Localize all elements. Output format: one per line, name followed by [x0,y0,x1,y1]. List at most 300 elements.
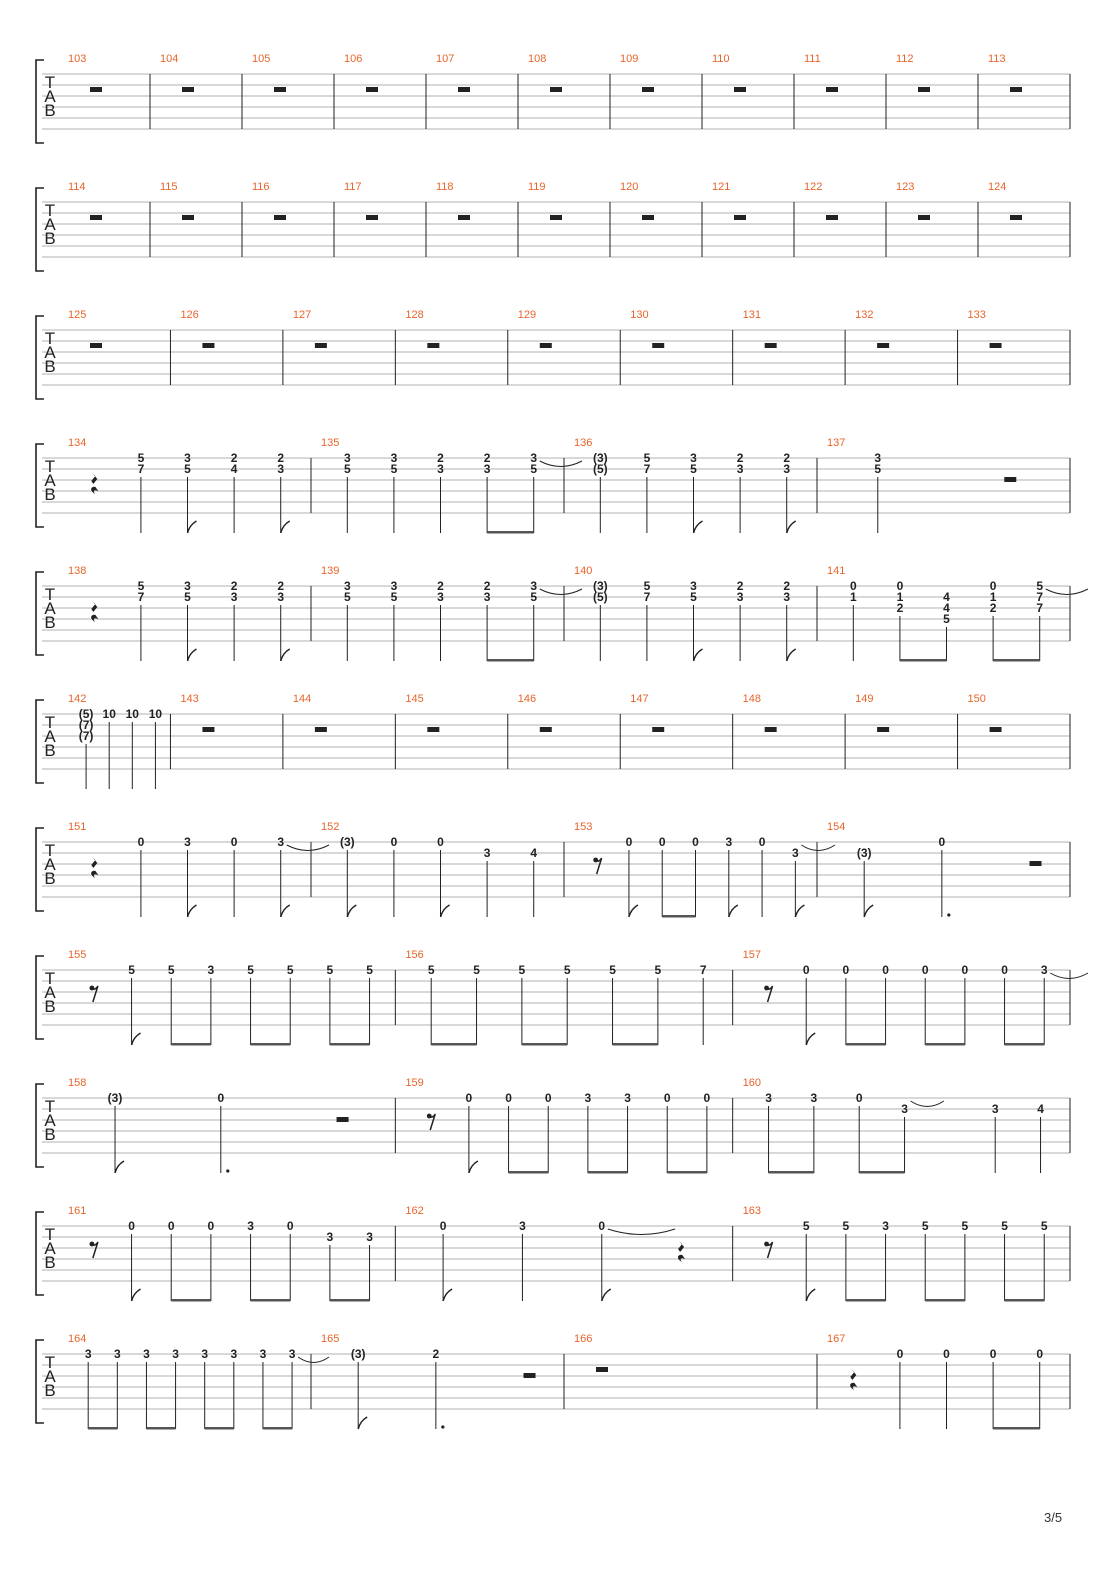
fret-number: 0 [230,835,238,849]
measure-number: 118 [436,181,454,193]
measure-number: 143 [180,693,199,705]
beam [662,915,695,918]
fret-number: 0 [943,1347,950,1361]
duration-dot [226,1169,229,1172]
eighth-flag [358,1417,367,1429]
fret-number: 5 [247,963,254,977]
tab-clef-letter: A [44,855,56,874]
half-rest [458,215,470,220]
half-rest [366,87,378,92]
fret-number: 10 [148,707,163,721]
measure-number: 164 [68,1333,87,1345]
tab-clef-letter: B [44,741,56,760]
system-bracket [36,444,44,527]
fret-number: 2 [783,579,791,593]
fret-number: 0 [921,963,929,977]
beam [509,1171,549,1174]
measure-number: 111 [804,53,821,65]
fret-number: 3 [783,462,791,476]
system-bracket [36,572,44,655]
beam [487,659,534,662]
tab-clef-letter: B [44,1125,56,1144]
half-rest [642,215,654,220]
tab-clef-letter: A [44,983,56,1002]
fret-number: 2 [989,601,997,615]
beam [846,1043,886,1046]
fret-number: 5 [518,963,526,977]
measure-number: 130 [630,309,649,321]
beam [263,1427,292,1430]
beam [171,1043,211,1046]
fret-number: 7 [1036,601,1044,615]
tie-arc [1050,973,1088,979]
eighth-flag [806,1289,815,1301]
beam [251,1299,291,1302]
fret-number: 3 [530,451,538,465]
fret-number: 0 [896,1347,904,1361]
beam [330,1299,370,1302]
fret-number: 1 [896,590,904,604]
beam [88,1427,117,1430]
half-rest [540,727,552,732]
fret-number: 2 [277,579,285,593]
fret-number: 10 [102,707,116,721]
tab-clef-letter: T [44,73,56,92]
fret-number: 3 [390,579,398,593]
fret-number: 3 [184,579,191,593]
fret-number: 3 [390,451,398,465]
beam [1005,1043,1045,1046]
measure-number: 108 [528,53,547,65]
fret-number: (3) [350,1347,366,1361]
fret-number: 5 [609,963,616,977]
measure-number: 103 [68,53,87,65]
fret-number: 0 [1036,1347,1044,1361]
fret-number: 0 [849,579,857,593]
fret-number: 5 [1036,579,1044,593]
fret-number: 0 [1001,963,1008,977]
half-rest [315,343,327,348]
beam [846,1299,886,1302]
fret-number: 5 [390,462,398,476]
fret-number: 0 [663,1091,671,1105]
fret-number: 1 [849,590,857,604]
fret-number: 3 [530,579,538,593]
half-rest [366,215,378,220]
beam [1005,1299,1045,1302]
fret-number: 5 [427,963,435,977]
tie-arc [608,1229,675,1235]
fret-number: 3 [882,1219,889,1233]
measure-number: 120 [620,181,639,193]
tab-clef-letter: B [44,613,56,632]
fret-number: 5 [643,579,651,593]
fret-number: 5 [802,1219,810,1233]
fret-number: 3 [783,590,791,604]
half-rest [427,727,439,732]
fret-number: 0 [692,835,699,849]
fret-number: 0 [390,835,398,849]
measure-number: 152 [321,821,340,833]
measure-number: 162 [405,1205,424,1217]
fret-number: 5 [842,1219,850,1233]
fret-number: 5 [286,963,294,977]
tie-arc [801,845,835,851]
fret-number: 3 [483,846,491,860]
eighth-flag [629,905,638,917]
half-rest [524,1373,536,1378]
fret-number: 5 [961,1219,969,1233]
fret-number: 7 [137,590,145,604]
half-rest [182,87,194,92]
fret-number: 4 [943,590,950,604]
duration-dot [947,913,950,916]
fret-number: 0 [217,1091,225,1105]
measure-number: 148 [742,693,762,705]
eighth-flag [694,649,703,661]
measure-number: 119 [528,181,546,193]
fret-number: 3 [184,451,191,465]
measure-number: 147 [630,693,649,705]
eighth-flag [469,1161,478,1173]
measure-number: 149 [855,693,874,705]
tab-clef-letter: A [44,87,56,106]
eighth-flag [787,649,796,661]
measure-number: 109 [620,53,639,65]
tab-clef-letter: B [44,357,56,376]
fret-number: 2 [736,579,744,593]
fret-number: 3 [519,1219,526,1233]
eighth-flag [694,521,703,533]
half-rest [734,215,746,220]
fret-number: 5 [366,963,373,977]
fret-number: 3 [736,590,744,604]
measure-number: 133 [967,309,986,321]
fret-number: 1 [989,590,997,604]
fret-number: 5 [167,963,175,977]
measure-number: 126 [180,309,199,321]
fret-number: 4 [1037,1102,1044,1116]
beam [769,1171,814,1174]
fret-number: 2 [230,579,238,593]
eighth-flag [188,905,197,917]
fret-number: 5 [184,590,191,604]
half-rest [826,215,838,220]
fret-number: 3 [624,1091,631,1105]
half-rest [90,87,102,92]
fret-number: 3 [437,590,444,604]
beam [522,1043,567,1046]
fret-number: 3 [901,1102,908,1116]
fret-number: 3 [277,835,285,849]
half-rest [734,87,746,92]
fret-number: 0 [882,963,889,977]
eighth-flag [281,905,290,917]
beam [859,1171,904,1174]
eighth-flag [443,1289,452,1301]
half-rest [1010,87,1022,92]
measure-number: 128 [405,309,424,321]
tab-clef-letter: B [44,101,56,120]
fret-number: 5 [390,590,398,604]
fret-number: 0 [505,1091,512,1105]
measure-number: 161 [68,1205,87,1217]
fret-number: 2 [783,451,791,465]
fret-number: 3 [736,462,744,476]
fret-number: 5 [1001,1219,1008,1233]
system-bracket [36,1340,44,1423]
measure-number: 156 [405,949,424,961]
fret-number: 2 [432,1347,440,1361]
measure-number: 117 [344,181,362,193]
fret-number: 3 [874,451,882,465]
measure-number: 132 [855,309,874,321]
beam [146,1427,175,1430]
measure-number: 131 [742,309,762,321]
fret-number: 5 [343,590,351,604]
measure-number: 140 [574,565,593,577]
fret-number: 5 [343,462,351,476]
fret-number: 3 [277,590,285,604]
tab-clef-letter: B [44,1253,56,1272]
fret-number: 4 [230,462,238,476]
tab-clef-letter: A [44,1239,56,1258]
fret-number: 0 [167,1219,175,1233]
fret-number: 3 [437,462,444,476]
fret-number: 3 [690,579,697,593]
fret-number: 0 [802,963,810,977]
beam [588,1171,628,1174]
half-rest [990,343,1002,348]
measure-number: 114 [68,181,86,193]
beam [993,1427,1040,1430]
half-rest [90,343,102,348]
half-rest [918,87,930,92]
measure-number: 163 [742,1205,762,1217]
fret-number: 10 [125,707,139,721]
tab-clef-letter: T [44,1225,56,1244]
fret-number: 0 [855,1091,863,1105]
fret-number: 5 [643,451,651,465]
fret-number: 0 [286,1219,294,1233]
half-rest [458,87,470,92]
tab-clef-letter: B [44,485,56,504]
fret-number: 3 [584,1091,592,1105]
eighth-flag [795,905,804,917]
half-rest [274,87,286,92]
measure-number: 113 [988,53,1006,65]
half-rest [765,727,777,732]
beam [205,1427,234,1430]
fret-number: 3 [143,1347,150,1361]
fret-number: 3 [184,835,191,849]
half-rest [918,215,930,220]
fret-number: (5) [78,707,94,721]
half-rest [826,87,838,92]
fret-number: 0 [842,963,850,977]
eighth-flag [188,649,197,661]
tab-clef-letter: A [44,1111,56,1130]
tab-clef-letter: B [44,1381,56,1400]
fret-number: 2 [437,579,444,593]
system-bracket [36,316,44,399]
beam [487,531,534,534]
fret-number: 7 [1036,590,1044,604]
measure-number: 116 [252,181,270,193]
half-rest [550,87,562,92]
fret-number: 5 [137,451,145,465]
beam [171,1299,211,1302]
fret-number: 0 [658,835,666,849]
fret-number: 3 [259,1347,267,1361]
tab-clef-letter: A [44,1367,56,1386]
measure-number: 122 [804,181,823,193]
fret-number: 3 [792,846,799,860]
fret-number: 3 [810,1091,818,1105]
measure-number: 136 [574,437,593,449]
measure-number: 138 [68,565,87,577]
tie-arc [540,461,582,467]
eighth-flag [441,905,450,917]
fret-number: 5 [921,1219,929,1233]
half-rest [315,727,327,732]
system-bracket [36,700,44,783]
fret-number: 7 [643,462,651,476]
half-rest [642,87,654,92]
measure-number: 142 [68,693,87,705]
tie-arc [1046,589,1088,595]
beam [667,1171,707,1174]
fret-number: 4 [943,601,950,615]
fret-number: 0 [703,1091,711,1105]
tab-clef-letter: T [44,841,56,860]
measure-number: 139 [321,565,340,577]
measure-number: 134 [68,437,87,449]
half-rest [1004,477,1016,482]
fret-number: 2 [230,451,238,465]
tie-arc [287,845,329,851]
fret-number: 3 [172,1347,179,1361]
half-rest [90,215,102,220]
half-rest [1030,861,1042,866]
fret-number: 3 [113,1347,121,1361]
measure-number: 112 [896,53,914,65]
tie-arc [540,589,582,595]
half-rest [990,727,1002,732]
duration-dot [441,1425,444,1428]
eighth-flag [787,521,796,533]
half-rest [877,727,889,732]
fret-number: (3) [339,835,355,849]
fret-number: 7 [699,963,707,977]
system-bracket [36,828,44,911]
half-rest [765,343,777,348]
fret-number: (7) [78,729,94,743]
tab-clef-letter: A [44,343,56,362]
fret-number: (3) [592,579,608,593]
measure-number: 137 [827,437,846,449]
fret-number: 5 [530,462,538,476]
fret-number: 3 [483,590,491,604]
eighth-flag [132,1289,141,1301]
fret-number: 0 [544,1091,552,1105]
measure-number: 160 [742,1077,762,1089]
tab-clef-letter: B [44,869,56,888]
measure-number: 121 [712,181,731,193]
eighth-flag [188,521,197,533]
fret-number: 5 [530,590,538,604]
tab-clef-letter: A [44,727,56,746]
measure-number: 146 [517,693,537,705]
measure-number: 123 [896,181,915,193]
fret-number: 3 [84,1347,92,1361]
eighth-flag [729,905,738,917]
eighth-flag [347,905,356,917]
half-rest [550,215,562,220]
fret-number: (3) [856,846,872,860]
fret-number: 3 [343,579,351,593]
tab-clef-letter: A [44,215,56,234]
measure-number: 155 [68,949,87,961]
measure-number: 154 [827,821,846,833]
tab-clef-letter: A [44,471,56,490]
fret-number: (3) [107,1091,123,1105]
measure-number: 129 [517,309,537,321]
system-bracket [36,956,44,1039]
half-rest [596,1367,608,1372]
half-rest [274,215,286,220]
fret-number: 2 [896,601,904,615]
beam [925,1299,965,1302]
beam [251,1043,291,1046]
fret-number: 2 [736,451,744,465]
measure-number: 124 [988,181,1007,193]
fret-number: 5 [326,963,334,977]
page-number: 3/5 [1044,1510,1063,1525]
fret-number: 0 [989,579,997,593]
fret-number: 3 [765,1091,772,1105]
measure-number: 110 [712,53,730,65]
fret-number: 0 [625,835,633,849]
half-rest [652,727,664,732]
fret-number: 4 [530,846,538,860]
measure-number: 105 [252,53,271,65]
fret-number: 0 [439,1219,447,1233]
fret-number: 3 [277,462,285,476]
fret-number: 5 [874,462,882,476]
eighth-flag [864,905,873,917]
eighth-flag [115,1161,124,1173]
tab-clef-letter: T [44,457,56,476]
half-rest [202,343,214,348]
tie-arc [911,1101,944,1107]
fret-number: 3 [207,963,215,977]
fret-number: 5 [654,963,662,977]
half-rest [1010,215,1022,220]
fret-number: 5 [690,590,697,604]
fret-number: 3 [1040,963,1048,977]
fret-number: 0 [598,1219,606,1233]
fret-number: 7 [643,590,651,604]
system-bracket [36,1084,44,1167]
system-bracket [36,60,44,143]
beam [900,659,947,662]
fret-number: 2 [437,451,444,465]
eighth-flag [281,649,290,661]
fret-number: 2 [483,579,491,593]
half-rest [427,343,439,348]
half-rest [202,727,214,732]
